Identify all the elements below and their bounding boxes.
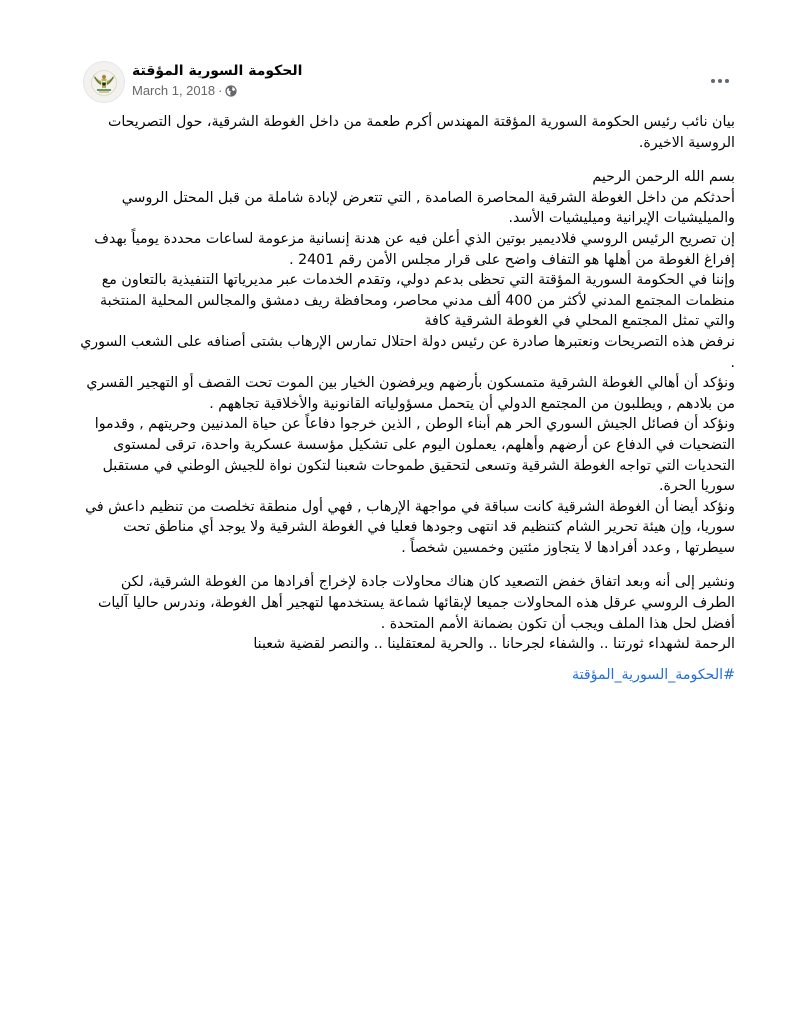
paragraph: وإننا في الحكومة السورية المؤقتة التي تحظى بدعم دولي، وتقدم الخدمات عبر مديرياتها التنفيذية بالتعاون مع منظمات المجتمع المدني لأكثر من 400 ألف مدني محاصر، ومحافظة ريف دمشق والمجالس المحلية المنتخبة والتي تمثل المجتمع المحلي في الغوطة الشرقية كافة — [100, 272, 735, 330]
more-horizontal-icon-dot — [718, 79, 722, 83]
more-horizontal-icon-dot — [725, 79, 729, 83]
post-date[interactable]: March 1, 2018 — [132, 83, 216, 98]
statement-body — [80, 167, 735, 558]
paragraph: أحدثكم من داخل الغوطة الشرقية المحاصرة الصامدة , التي تتعرض لإبادة شاملة من قبل المحتل الروسي والميليشيات الإيرانية وميليشيات الأسد. — [121, 189, 735, 227]
more-options-button[interactable] — [702, 69, 738, 93]
eagle-emblem-icon — [84, 62, 124, 102]
post-header — [83, 61, 738, 105]
closing-section — [80, 572, 735, 654]
paragraph: ونؤكد أيضا أن الغوطة الشرقية كانت سباقة في مواجهة الإرهاب , فهي أول منطقة تخلصت من تنظيم داعش في سوريا، وإن هيئة تحرير الشام كتنظيم قد انتهى وجودها فعليا في الغوطة الشرقية ولا يوجد أي مناطق تحت سيطرتها , وعدد أفرادها لا يتجاوز مئتين وخمسين شخصاً . — [85, 498, 735, 556]
more-horizontal-icon — [711, 79, 715, 83]
post-intro: بيان نائب رئيس الحكومة السورية المؤقتة المهندس أكرم طعمة من داخل الغوطة الشرقية، حول التصريحات الروسية الاخيرة. — [107, 114, 735, 151]
paragraph: بسم الله الرحمن الرحيم — [592, 169, 735, 186]
paragraph: نرفض هذه التصريحات ونعتبرها صادرة عن رئيس دولة احتلال تمارس الإرهاب بشتى أصنافه على الشعب السوري . — [80, 333, 735, 371]
globe-icon[interactable] — [225, 85, 237, 97]
meta-separator: · — [218, 83, 223, 98]
post-meta — [132, 83, 302, 99]
post-text — [80, 112, 735, 685]
paragraph: ونشير إلى أنه وبعد اتفاق خفض التصعيد كان هناك محاولات جادة لإخراج أفرادها من الغوطة الشرقية، لكن الطرف الروسي عرقل هذه المحاولات جميعا لإبقائها شماعة يستخدمها لتهجير أهل الغوطة، وندرس حاليا آليات أفضل لحل هذا الملف ويجب أن تكون بضمانة الأمم المتحدة . — [97, 574, 735, 632]
author-block — [132, 62, 302, 99]
paragraph: ونؤكد أن أهالي الغوطة الشرقية متمسكون بأرضهم ويرفضون الخيار بين الموت تحت القصف أو التهجير القسري من بلادهم , ويطلبون من المجتمع الدولي أن يتحمل مسؤولياته القانونية والأخلاقية تجاههم . — [86, 375, 735, 412]
paragraph: ونؤكد أن فصائل الجيش السوري الحر هم أبناء الوطن , الذين خرجوا دفاعاً عن حياة المدنيين وحريتهم , وقدموا التضحيات في الدفاع عن أرضهم وأهلهم، يعملون اليوم على تشكيل مؤسسة عسكرية واحدة، ترقى لمستوى التحديات التي تواجه الغوطة الشرقية وتسعى لتحقيق طموحات شعبنا لتكون نواة للجيش الوطني في مستقبل سوريا الحرة. — [94, 416, 735, 495]
avatar[interactable] — [83, 61, 125, 103]
paragraph: إن تصريح الرئيس الروسي فلاديمير بوتين الذي أعلن فيه عن هدنة إنسانية مزعومة لساعات محددة يومياً بهدف إفراغ الغوطة من أهلها هو التفاف واضح على قرار مجلس الأمن رقم 2401 . — [94, 230, 735, 268]
author-name[interactable]: الحكومة السورية المؤقتة — [132, 63, 303, 79]
closing-line: الرحمة لشهداء ثورتنا .. والشفاء لجرحانا .. والحرية لمعتقلينا .. والنصر لقضية شعبنا — [253, 636, 735, 653]
hashtag-link[interactable]: #الحكومة_السورية_المؤقتة — [572, 666, 735, 683]
